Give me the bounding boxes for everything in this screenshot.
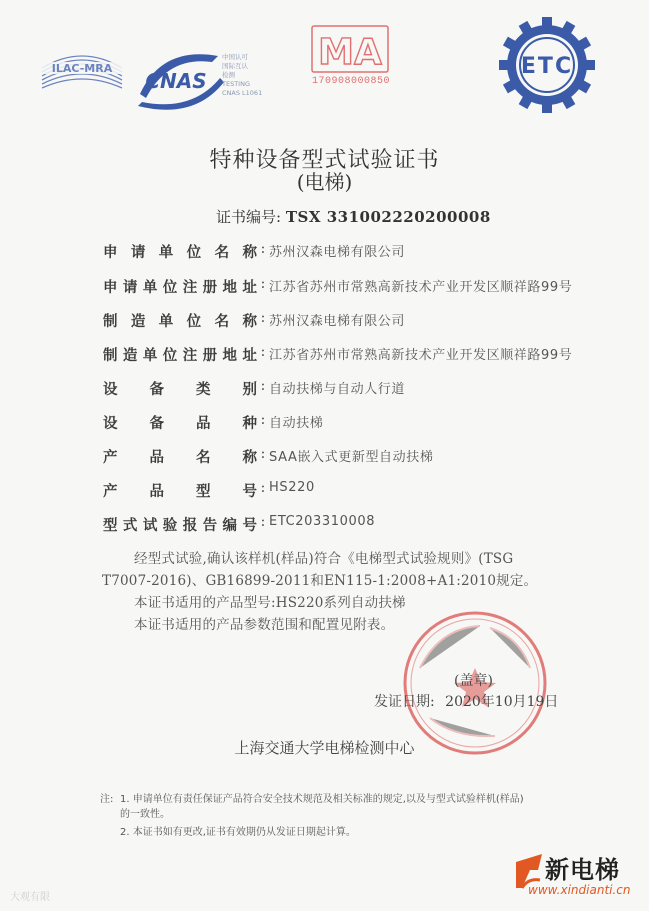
- field-label-char: 种: [242, 415, 257, 432]
- field-value: 自动扶梯与自动人行道: [269, 382, 406, 397]
- field-row: [103, 241, 405, 262]
- ilac-text: ILAC-MRA: [51, 62, 113, 75]
- field-value: ETC203310008: [269, 514, 376, 529]
- note-2: 2. 本证书如有更改,证书有效期仍从发证日期起计算。: [120, 827, 356, 838]
- field-label-char: 位: [186, 313, 202, 330]
- field-label-char: 产: [103, 449, 118, 466]
- field-colon: :: [260, 412, 266, 428]
- field-value: SAA嵌入式更新型自动扶梯: [269, 450, 434, 465]
- field-colon: :: [260, 241, 266, 257]
- certificate-number-value: TSX 331002220200008: [285, 208, 491, 226]
- field-label-char: 造: [122, 347, 138, 364]
- field-label-char: 注: [182, 279, 198, 296]
- field-row: [103, 446, 433, 467]
- field-value: HS220: [269, 480, 315, 495]
- field-label-char: 制: [103, 347, 118, 364]
- field-label: [103, 344, 257, 365]
- field-row: [103, 276, 572, 297]
- field-label-char: 单: [142, 347, 158, 364]
- field-label-char: 单: [142, 279, 158, 296]
- field-colon: :: [260, 276, 266, 292]
- field-label: [103, 241, 257, 262]
- field-label-char: 申: [103, 279, 118, 296]
- cnas-text: CNAS: [145, 69, 207, 93]
- field-colon: :: [260, 344, 266, 360]
- field-label-char: 别: [242, 381, 257, 398]
- field-value: 江苏省苏州市常熟高新技术产业开发区顺祥路99号: [269, 280, 573, 295]
- field-label-char: 称: [242, 449, 257, 466]
- field-label: [103, 310, 257, 331]
- field-value: 江苏省苏州市常熟高新技术产业开发区顺祥路99号: [269, 348, 573, 363]
- field-label-char: 地: [222, 279, 238, 296]
- field-colon: :: [260, 310, 266, 326]
- brand-url: www.xindianti.cn: [528, 883, 631, 897]
- field-row: [103, 378, 405, 399]
- field-label-char: 册: [202, 279, 218, 296]
- field-label-char: 址: [242, 279, 257, 296]
- field-value: 苏州汉森电梯有限公司: [269, 314, 406, 329]
- field-label-char: 位: [162, 279, 178, 296]
- field-label-char: 造: [130, 313, 146, 330]
- field-label-char: 单: [158, 313, 174, 330]
- issue-date: [374, 691, 558, 711]
- body-line-3: 本证书适用的产品型号:HS220系列自动扶梯: [134, 595, 406, 611]
- body-line-2: T7007-2016)、GB16899-2011和EN115-1:2008+A1:2010规定。: [102, 573, 538, 589]
- field-colon: :: [260, 446, 266, 462]
- stamp-label: (盖章): [454, 673, 493, 689]
- ma-number: 170908000850: [311, 76, 390, 87]
- issue-date-label: 发证日期:: [374, 694, 435, 710]
- field-label-char: 号: [242, 517, 257, 534]
- certificate-number: [216, 206, 491, 227]
- certificate-title: 特种设备型式试验证书: [209, 148, 440, 173]
- field-label-char: 称: [242, 313, 257, 330]
- etc-logo: [498, 16, 596, 114]
- field-label-char: 册: [202, 347, 218, 364]
- field-label-char: 告: [202, 517, 218, 534]
- field-label-char: 号: [242, 483, 257, 500]
- field-label-char: 注: [182, 347, 198, 364]
- field-label: [103, 446, 257, 467]
- field-value: 自动扶梯: [269, 416, 324, 431]
- field-label-char: 设: [103, 381, 118, 398]
- field-label-char: 名: [214, 244, 230, 261]
- etc-text: ETC: [520, 54, 574, 79]
- field-row: [103, 514, 375, 535]
- certificate-subtitle: (电梯): [296, 170, 353, 194]
- cnas-side-text: 中国认可 国际互认 检测 TESTING CNAS L1061: [222, 53, 263, 97]
- field-label-char: 单: [158, 244, 174, 261]
- field-label-char: 品: [196, 415, 211, 432]
- field-label-char: 名: [214, 313, 230, 330]
- certificate-number-label: 证书编号:: [216, 208, 282, 226]
- field-label-char: 试: [142, 517, 158, 534]
- note-1a: 1. 申请单位有责任保证产品符合安全技术规范及相关标准的规定,以及与型式试验样机(样品): [120, 794, 524, 805]
- field-label-char: 称: [242, 244, 257, 261]
- note-prefix: 注:: [100, 794, 114, 805]
- body-line-4: 本证书适用的产品参数范围和配置见附表。: [134, 617, 395, 633]
- field-label-char: 备: [149, 415, 164, 432]
- field-label-char: 位: [186, 244, 202, 261]
- field-label-char: 请: [122, 279, 138, 296]
- ilac-mra-logo: [38, 40, 126, 96]
- field-label: [103, 514, 257, 535]
- field-label: [103, 378, 257, 399]
- field-label-char: 备: [149, 381, 164, 398]
- field-label-char: 品: [149, 449, 164, 466]
- field-label-char: 验: [162, 517, 178, 534]
- field-label-char: 位: [162, 347, 178, 364]
- field-label-char: 设: [103, 415, 118, 432]
- field-value: 苏州汉森电梯有限公司: [269, 245, 406, 260]
- field-label-char: 编: [222, 517, 238, 534]
- ma-text: MA: [318, 32, 382, 73]
- brand-name: 新电梯: [545, 856, 620, 884]
- field-label-char: 型: [196, 483, 211, 500]
- field-label-char: 名: [196, 449, 211, 466]
- field-row: [103, 344, 572, 365]
- field-label-char: 请: [130, 244, 146, 261]
- field-row: [103, 310, 405, 331]
- field-label-char: 式: [122, 517, 138, 534]
- field-label-char: 产: [103, 483, 118, 500]
- field-label-char: 申: [103, 244, 118, 261]
- field-row: [103, 412, 323, 433]
- field-colon: :: [260, 480, 266, 496]
- field-label: [103, 276, 257, 297]
- field-row: [103, 480, 315, 501]
- issuing-organization: 上海交通大学电梯检测中心: [234, 739, 415, 757]
- body-line-1: 经型式试验,确认该样机(样品)符合《电梯型式试验规则》(TSG: [134, 551, 514, 567]
- note-1b: 的一致性。: [120, 809, 170, 820]
- field-label-char: 址: [242, 347, 257, 364]
- field-label-char: 报: [182, 517, 198, 534]
- field-label: [103, 412, 257, 433]
- field-label-char: 地: [222, 347, 238, 364]
- field-label-char: 制: [103, 313, 118, 330]
- field-label: [103, 480, 257, 501]
- field-colon: :: [260, 378, 266, 394]
- corner-watermark: 大观有限: [10, 892, 50, 903]
- field-colon: :: [260, 514, 266, 530]
- field-label-char: 型: [103, 517, 118, 534]
- field-label-char: 品: [149, 483, 164, 500]
- field-label-char: 类: [196, 381, 211, 398]
- issue-date-value: 2020年10月19日: [445, 694, 559, 710]
